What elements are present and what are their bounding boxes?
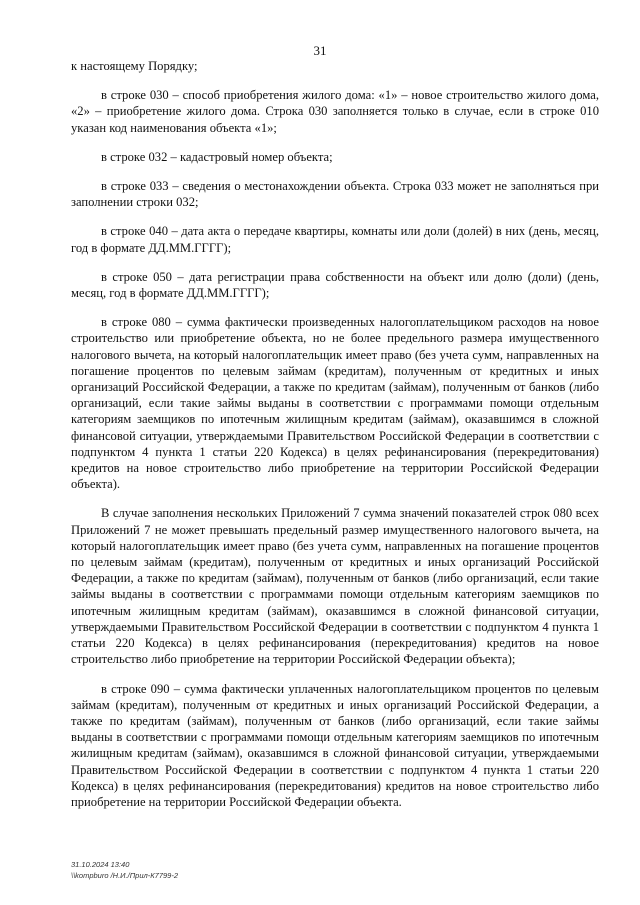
paragraph-line-032: в строке 032 – кадастровый номер объекта; xyxy=(101,149,333,164)
paragraph-line-030: в строке 030 – способ приобретения жилого дома: «1» – новое строительство жилого дома, «2» – приобретение жилого дома. Строка 030 заполняется только в случае, если в строке 010 указан код наименования объекта «1»; xyxy=(71,88,599,135)
paragraph-line-040: в строке 040 – дата акта о передаче квартиры, комнаты или доли (долей) в них (день, месяц, год в формате ДД.ММ.ГГГГ); xyxy=(71,224,599,255)
paragraph-line-033: в строке 033 – сведения о местонахождении объекта. Строка 033 может не заполняться при заполнении строки 032; xyxy=(71,179,599,210)
footer-date: 31.10.2024 13:40 xyxy=(71,860,130,869)
paragraph-line-080: в строке 080 – сумма фактически произведенных налогоплательщиком расходов на новое строительство или приобретение объекта, но не более предельного размера имущественного налогового вычета, на который налогоплательщик имеет право (без учета сумм, направленных на погашение процентов по целевым займам (кредитам), полученным от кредитных и иных организаций Российской Федерации, а также по кредитам (займам), полученным от банков (либо организаций, если такие займы выданы в соответствии с программами помощи отдельным категориям заемщиков по ипотечным жилищным кредитам (займам), оказавшимся в сложной финансовой ситуации, утверждаемыми Правительством Российской Федерации в соответствии с подпунктом 4 пункта 1 статьи 220 Кодекса) в целях рефинансирования (перекредитования) кредитов на новое строительство либо приобретение на территории Российской Федерации объекта). xyxy=(71,315,599,492)
paragraph-continuation: к настоящему Порядку; xyxy=(71,59,198,73)
paragraph-multiple-appendices: В случае заполнения нескольких Приложений 7 сумма значений показателей строк 080 всех Приложений 7 не может превышать предельный размер имущественного налогового вычета, на который налогоплательщик имеет право (без учета сумм, направленных на погашение процентов по целевым займам (кредитам), полученным от кредитных и иных организаций Российской Федерации, а также по кредитам (займам), полученным от банков (либо организаций, если такие займы выданы в соответствии с программами помощи отдельным категориям заемщиков по ипотечным жилищным кредитам (займам), оказавшимся в сложной финансовой ситуации, утверждаемыми Правительством Российской Федерации в соответствии с подпунктом 4 пункта 1 статьи 220 Кодекса) в целях рефинансирования (перекредитования) кредитов на новое строительство либо приобретение на территории Российской Федерации объекта); xyxy=(71,506,599,667)
page-number: 31 xyxy=(313,43,327,58)
paragraph-line-050: в строке 050 – дата регистрации права собственности на объект или долю (доли) (день, месяц, год в формате ДД.ММ.ГГГГ); xyxy=(71,269,599,301)
paragraph-line-090: в строке 090 – сумма фактически уплаченных налогоплательщиком процентов по целевым займам (кредитам), полученным от кредитных и иных организаций Российской Федерации, а также по кредитам (займам), полученным от банков (либо организаций, если такие займы выданы в соответствии с программами помощи отдельным категориям заемщиков по ипотечным жилищным кредитам (займам), оказавшимся в сложной финансовой ситуации, утверждаемыми Правительством Российской Федерации в соответствии с подпунктом 4 пункта 1 статьи 220 Кодекса) в целях рефинансирования (перекредитования) кредитов на новое строительство либо приобретение на территории Российской Федерации объекта. xyxy=(71,681,599,809)
document-footer xyxy=(71,859,178,881)
footer-file-path: \\kompburo /Н.И./Прил-К7799-2 xyxy=(71,871,178,880)
document-body xyxy=(71,58,599,823)
